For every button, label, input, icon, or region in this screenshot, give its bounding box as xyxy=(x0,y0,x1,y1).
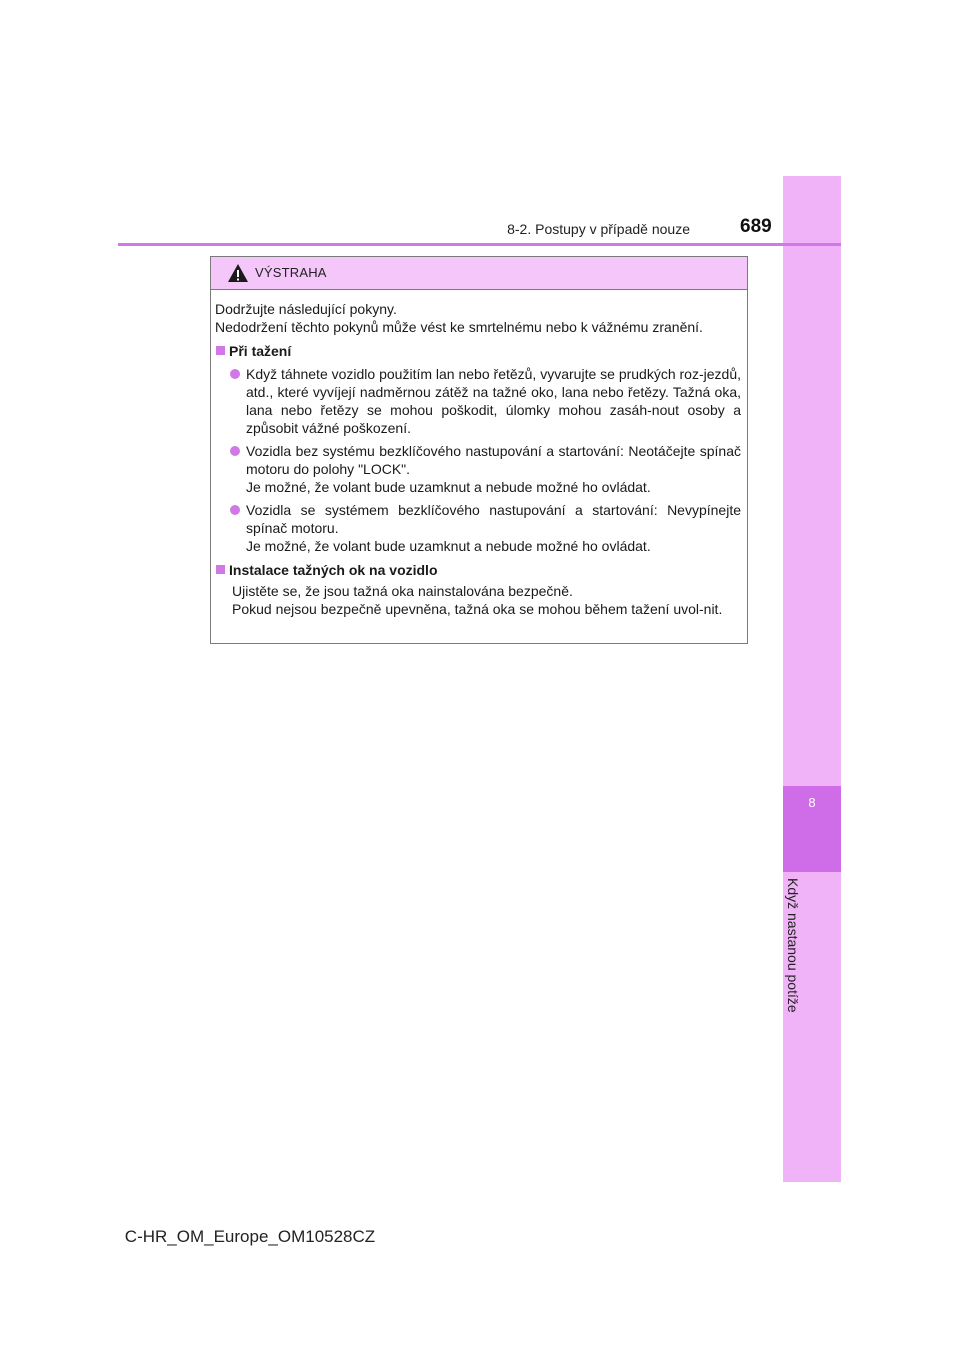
chapter-number: 8 xyxy=(808,795,816,810)
warning-title: VÝSTRAHA xyxy=(255,265,327,280)
bullet-text: Je možné, že volant bude uzamknut a nebude možné ho ovládat. xyxy=(246,538,651,554)
list-item xyxy=(215,501,741,555)
subheading-label: Instalace tažných ok na vozidlo xyxy=(229,562,438,578)
warning-intro xyxy=(215,300,741,336)
square-bullet-icon xyxy=(216,346,225,355)
page-number: 689 xyxy=(740,216,772,237)
chapter-title: Když nastanou potíže xyxy=(785,878,801,1013)
bullet-text: Je možné, že volant bude uzamknut a nebude možné ho ovládat. xyxy=(246,479,651,495)
list-item xyxy=(215,442,741,496)
document-code: C-HR_OM_Europe_OM10528CZ xyxy=(124,1227,376,1246)
paragraph: Ujistěte se, že jsou tažná oka nainstalována bezpečně. xyxy=(232,583,573,599)
round-bullet-icon xyxy=(230,446,240,456)
square-bullet-icon xyxy=(216,565,225,574)
intro-line: Nedodržení těchto pokynů může vést ke smrtelnému nebo k vážnému zranění. xyxy=(215,319,703,335)
bullet-text: Vozidla bez systému bezklíčového nastupování a startování: Neotáčejte spínač motoru do polohy "LOCK". xyxy=(246,443,741,477)
warning-body xyxy=(211,290,747,618)
round-bullet-icon xyxy=(230,505,240,515)
paragraph-block xyxy=(215,582,741,618)
subheading-label: Při tažení xyxy=(229,343,292,359)
round-bullet-icon xyxy=(230,369,240,379)
intro-line: Dodržujte následující pokyny. xyxy=(215,301,397,317)
bullet-text: Když táhnete vozidlo použitím lan nebo řetězů, vyvarujte se prudkých roz-jezdů, atd., které vyvíjejí nadměrnou zátěž na tažné oko, lana nebo řetězy. Tažná oka, lana nebo řetězy se mohou poškodit, úlomky mohou zasáh-nout osoby a způsobit vážné poškození. xyxy=(246,366,741,436)
bullet-text: Vozidla se systémem bezklíčového nastupování a startování: Nevypínejte spínač motoru. xyxy=(246,502,741,536)
warning-triangle-icon xyxy=(227,263,249,283)
list-item xyxy=(215,365,741,437)
warning-header xyxy=(211,257,747,290)
warning-box xyxy=(210,256,748,644)
paragraph: Pokud nejsou bezpečně upevněna, tažná oka se mohou během tažení uvol-nit. xyxy=(232,601,723,617)
side-tab xyxy=(783,176,841,1182)
subheading-tow-hooks xyxy=(215,561,741,579)
header-rule xyxy=(118,243,841,246)
subheading-towing xyxy=(215,342,741,360)
